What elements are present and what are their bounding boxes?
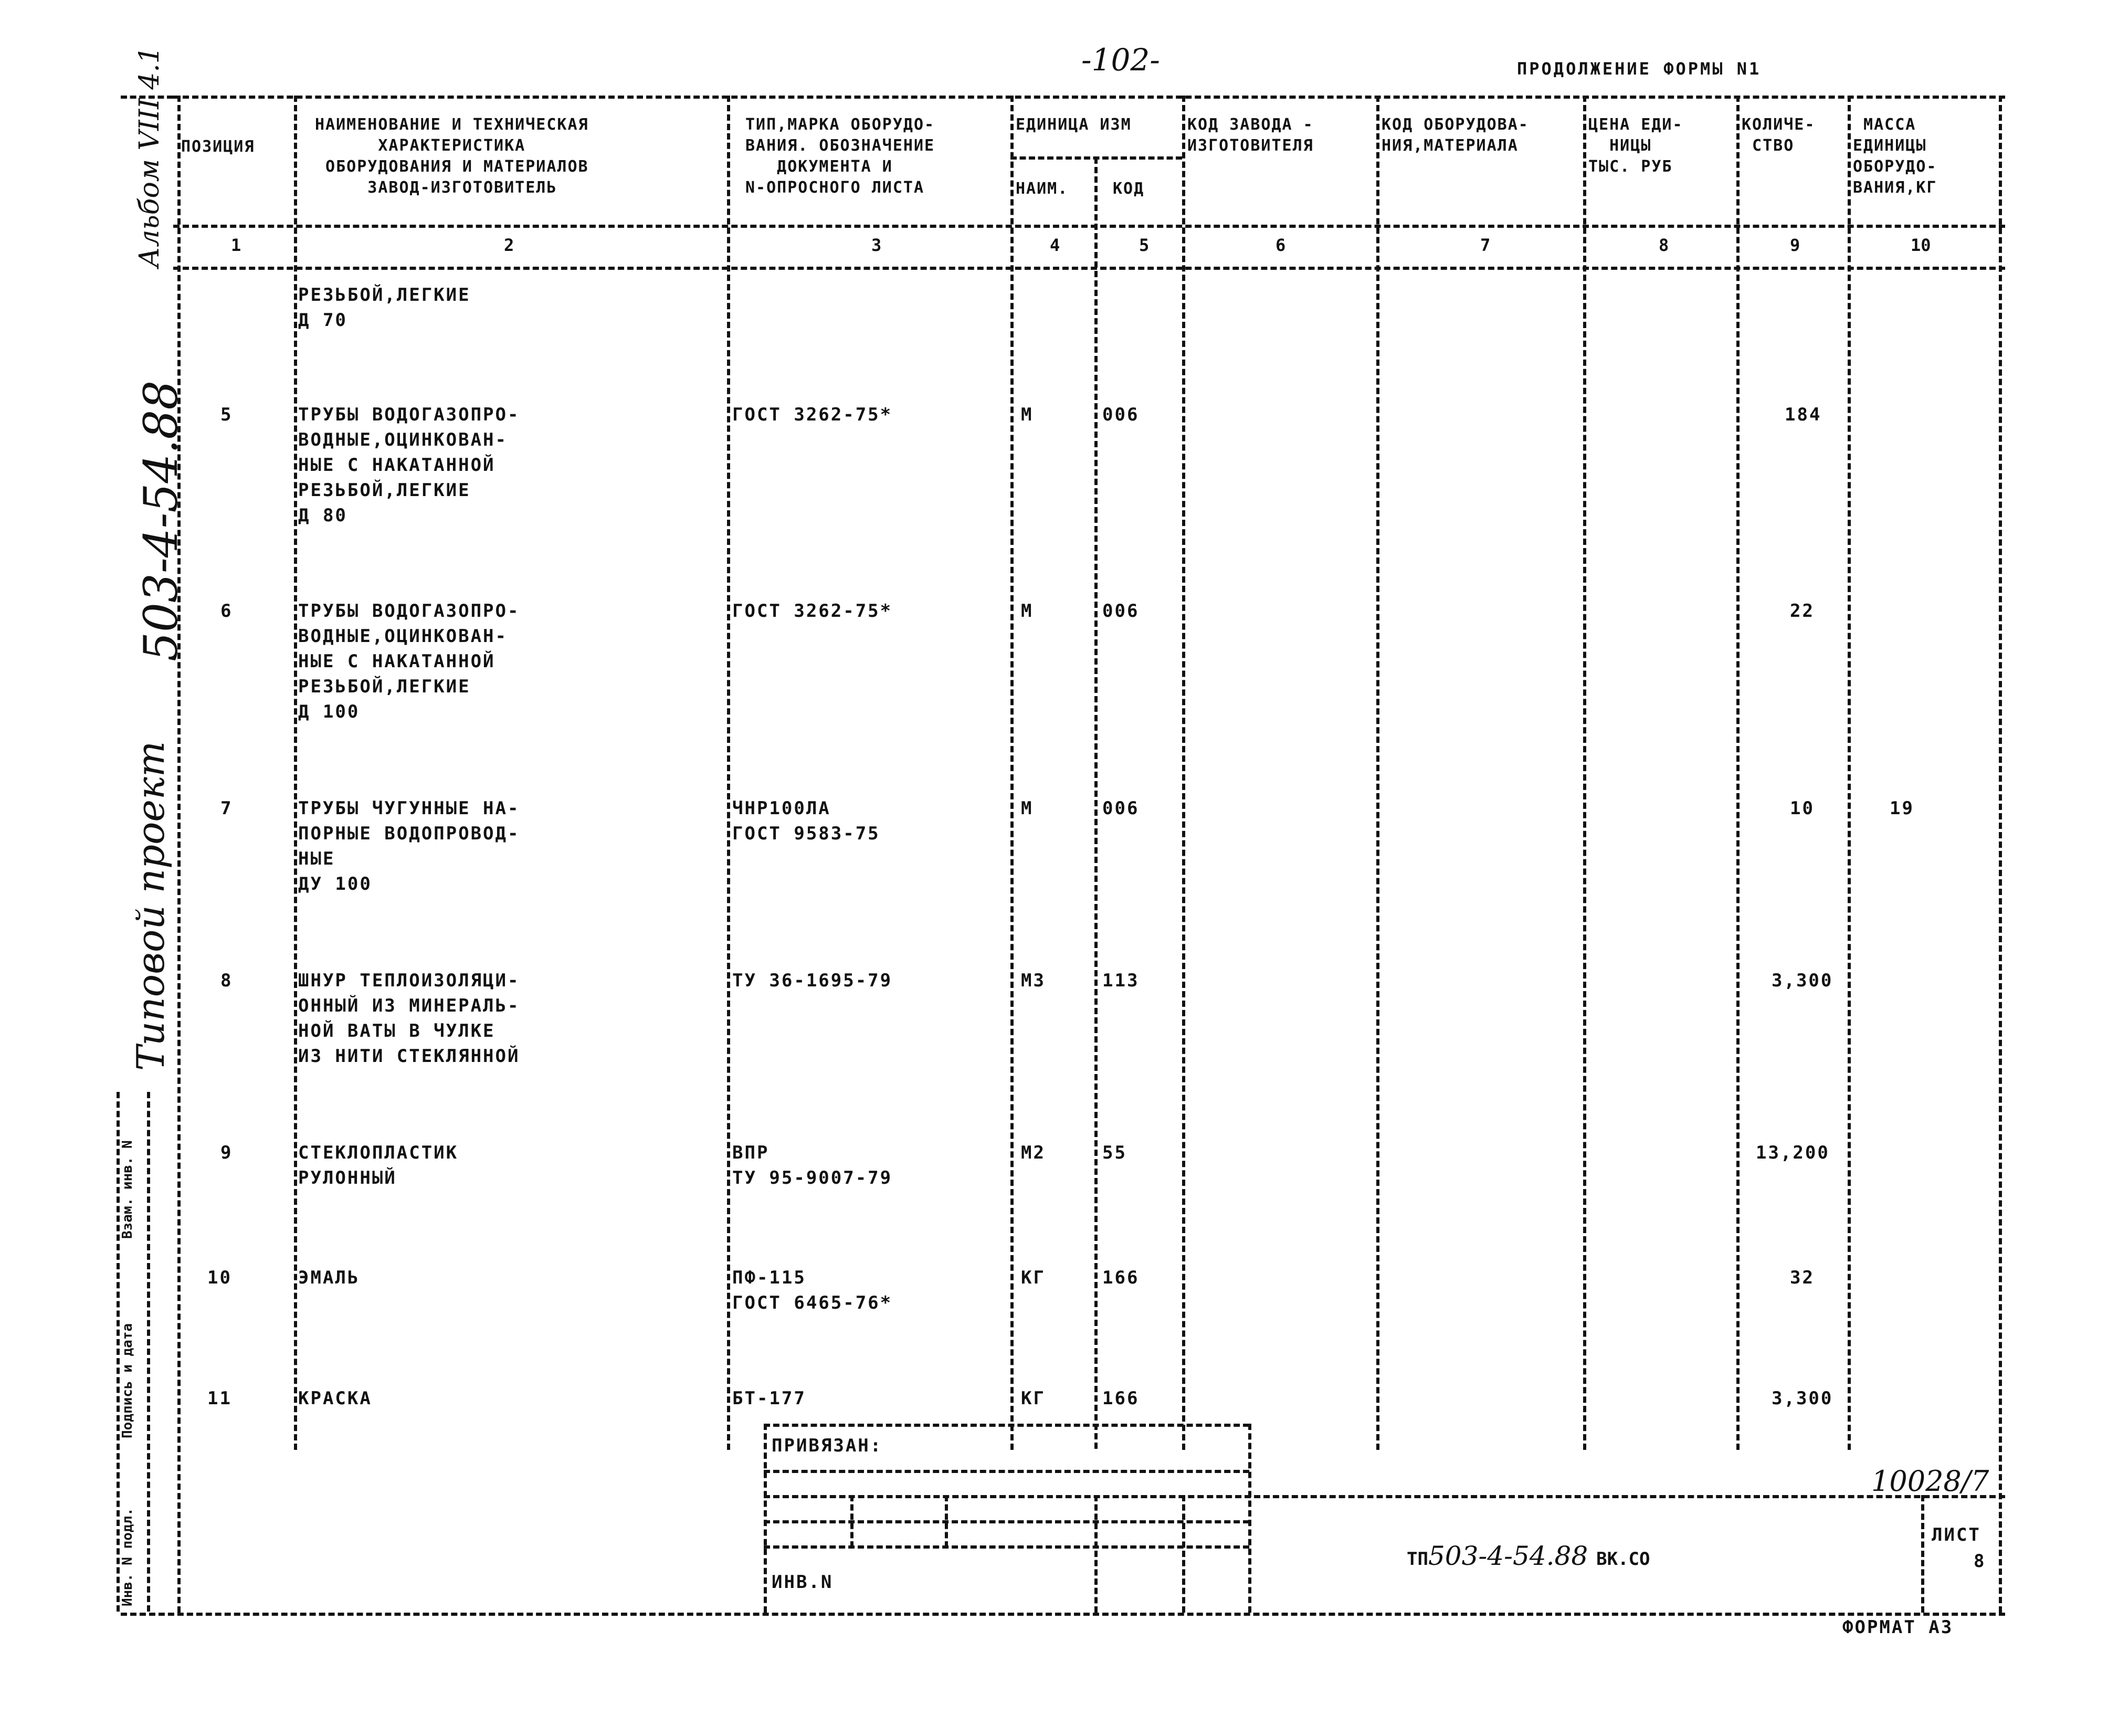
- row-11-code: 166: [1102, 1388, 1140, 1409]
- header-type: ТИП,МАРКА ОБОРУДО- ВАНИЯ. ОБОЗНАЧЕНИЕ ДОКУМЕНТА И N-ОПРОСНОГО ЛИСТА: [745, 115, 935, 197]
- frame-top-line: [173, 96, 2005, 99]
- stamp-designation-code: 503-4-54.88: [1428, 1541, 1588, 1571]
- column-number-10: 10: [1911, 235, 1931, 255]
- row-10-quantity: 32: [1790, 1267, 1815, 1288]
- col-divider-left: [177, 96, 181, 1613]
- format-label: ФОРМАТ А3: [1842, 1617, 1954, 1638]
- col-divider-1-2: [294, 96, 297, 1450]
- row-5-unit: М: [1021, 404, 1034, 425]
- stamp-designation: [1407, 1541, 1650, 1571]
- column-number-6: 6: [1276, 235, 1286, 255]
- row-7-type: ЧНР100ЛА ГОСТ 9583-75: [732, 798, 880, 844]
- stamp-inv-number: ИНВ.N: [772, 1572, 834, 1593]
- col-divider-2-3: [727, 96, 730, 1450]
- row-5-quantity: 184: [1785, 404, 1822, 425]
- column-number-5: 5: [1139, 235, 1150, 255]
- stamp-top-line: [764, 1424, 1249, 1427]
- stamp-left-line: [764, 1424, 767, 1613]
- stamp-col-e: [1248, 1424, 1251, 1613]
- row-9-unit: М2: [1021, 1142, 1046, 1163]
- row-8-quantity: 3,300: [1772, 970, 1833, 991]
- row-5-type: ГОСТ 3262-75*: [732, 404, 893, 425]
- podpis-data-label: Подпись и дата: [120, 1323, 135, 1438]
- row-11-name: КРАСКА: [298, 1388, 372, 1409]
- column-number-2: 2: [504, 235, 514, 255]
- stamp-col-c: [1094, 1495, 1098, 1613]
- stamp-line-2: [764, 1470, 1249, 1473]
- row-5-position: 5: [220, 404, 233, 425]
- row-6-position: 6: [220, 601, 233, 622]
- side-strip-mid-line: [147, 1092, 150, 1612]
- row-6-name: ТРУБЫ ВОДОГАЗОПРО- ВОДНЫЕ,ОЦИНКОВАН- НЫЕ С НАКАТАННОЙ РЕЗЬБОЙ,ЛЕГКИЕ Д 100: [298, 601, 520, 722]
- header-unit-code: КОД: [1113, 180, 1145, 198]
- row-11-position: 11: [207, 1388, 232, 1409]
- row-9-code: 55: [1102, 1142, 1127, 1163]
- row-11-unit: КГ: [1021, 1388, 1046, 1409]
- column-number-3: 3: [871, 235, 882, 255]
- stamp-col-b: [945, 1495, 948, 1548]
- row-10-name: ЭМАЛЬ: [298, 1267, 360, 1288]
- stamp-doc-number: 10028/7: [1871, 1465, 1989, 1498]
- numbers-bottom-line: [173, 267, 2005, 270]
- col-divider-3-4: [1010, 96, 1014, 1450]
- stamp-line-5: [764, 1545, 1249, 1549]
- inv-podl-label: Инв. N подл.: [120, 1508, 135, 1606]
- header-equipment-code: КОД ОБОРУДОВА- НИЯ,МАТЕРИАЛА: [1382, 115, 1529, 155]
- row-7-position: 7: [220, 798, 233, 819]
- row-6-unit: М: [1021, 601, 1034, 622]
- row-10-code: 166: [1102, 1267, 1140, 1288]
- row-9-type: ВПР ТУ 95-9007-79: [732, 1142, 893, 1188]
- row-8-unit: М3: [1021, 970, 1046, 991]
- frame-bottom-line: [121, 1613, 2005, 1616]
- header-position: ПОЗИЦИЯ: [181, 138, 255, 156]
- row-7-quantity: 10: [1790, 798, 1815, 819]
- row-6-quantity: 22: [1790, 601, 1815, 622]
- header-bottom-line: [173, 225, 2005, 228]
- row-8-name: ШНУР ТЕПЛОИЗОЛЯЦИ- ОННЫЙ ИЗ МИНЕРАЛЬ- НОЙ ВАТЫ В ЧУЛКЕ ИЗ НИТИ СТЕКЛЯННОЙ: [298, 970, 520, 1067]
- header-quantity: КОЛИЧЕ- СТВО: [1742, 115, 1816, 155]
- row-5-name: ТРУБЫ ВОДОГАЗОПРО- ВОДНЫЕ,ОЦИНКОВАН- НЫЕ С НАКАТАННОЙ РЕЗЬБОЙ,ЛЕГКИЕ Д 80: [298, 404, 520, 526]
- row-10-type: ПФ-115 ГОСТ 6465-76*: [732, 1267, 893, 1313]
- row-8-position: 8: [220, 970, 233, 991]
- row-9-position: 9: [220, 1142, 233, 1163]
- row-8-code: 113: [1102, 970, 1140, 991]
- col-divider-5-6: [1182, 96, 1185, 1450]
- header-unit-name: НАИМ.: [1016, 180, 1069, 198]
- col-divider-7-8: [1583, 96, 1586, 1450]
- header-unit-mass: МАССА ЕДИНИЦЫ ОБОРУДО- ВАНИЯ,КГ: [1853, 115, 1937, 197]
- stamp-designation-suffix: ВК.СО: [1596, 1549, 1650, 1570]
- stamp-line-4: [764, 1520, 1249, 1523]
- column-number-4: 4: [1050, 235, 1060, 255]
- stamp-designation-prefix: ТП: [1407, 1549, 1428, 1570]
- stamp-col-d: [1182, 1495, 1185, 1613]
- project-code-label: 503-4-54.88: [134, 380, 188, 661]
- row-7-code: 006: [1102, 798, 1140, 819]
- album-label: Альбом VIII 4.1: [134, 46, 165, 268]
- row-7-mass: 19: [1890, 798, 1914, 819]
- row-9-quantity: 13,200: [1756, 1142, 1830, 1163]
- row-5-code: 006: [1102, 404, 1140, 425]
- stamp-line-3: [764, 1495, 2005, 1498]
- header-unit: ЕДИНИЦА ИЗМ: [1016, 115, 1132, 134]
- row-11-quantity: 3,300: [1772, 1388, 1833, 1409]
- row-10-unit: КГ: [1021, 1267, 1046, 1288]
- stamp-sheet-number: 8: [1974, 1551, 1986, 1572]
- header-name: НАИМЕНОВАНИЕ И ТЕХНИЧЕСКАЯ ХАРАКТЕРИСТИКА ОБОРУДОВАНИЯ И МАТЕРИАЛОВ ЗАВОД-ИЗГОТОВИТЕЛЬ: [315, 115, 589, 197]
- header-plant-code: КОД ЗАВОДА - ИЗГОТОВИТЕЛЯ: [1187, 115, 1314, 155]
- column-number-7: 7: [1480, 235, 1491, 255]
- row-10-position: 10: [207, 1267, 232, 1288]
- col-divider-9-10: [1848, 96, 1851, 1450]
- row-7-name: ТРУБЫ ЧУГУННЫЕ НА- ПОРНЫЕ ВОДОПРОВОД- НЫЕ ДУ 100: [298, 798, 520, 895]
- col-divider-8-9: [1736, 96, 1740, 1450]
- column-number-8: 8: [1659, 235, 1669, 255]
- row-7-unit: М: [1021, 798, 1034, 819]
- stamp-col-a: [850, 1495, 853, 1548]
- row-6-type: ГОСТ 3262-75*: [732, 601, 893, 622]
- continuation-title: ПРОДОЛЖЕНИЕ ФОРМЫ N1: [1517, 59, 1762, 79]
- col-divider-4-5: [1094, 157, 1098, 1449]
- column-number-1: 1: [231, 235, 241, 255]
- row-8-type: ТУ 36-1695-79: [732, 970, 893, 991]
- row-0-name: РЕЗЬБОЙ,ЛЕГКИЕ Д 70: [298, 285, 471, 331]
- row-6-code: 006: [1102, 601, 1140, 622]
- column-number-9: 9: [1790, 235, 1800, 255]
- vzam-inv-label: Взам. инв. N: [120, 1140, 135, 1239]
- stamp-privyazan: ПРИВЯЗАН:: [772, 1435, 883, 1456]
- typical-project-label: Типовой проект: [129, 741, 173, 1071]
- page-number: -102-: [1081, 42, 1160, 78]
- stamp-sheet-line: [1921, 1495, 1924, 1613]
- col-divider-6-7: [1376, 96, 1379, 1450]
- header-unit-price: ЦЕНА ЕДИ- НИЦЫ ТЫС. РУБ: [1588, 115, 1683, 176]
- stamp-sheet-label: ЛИСТ: [1932, 1524, 1981, 1545]
- row-9-name: СТЕКЛОПЛАСТИК РУЛОННЫЙ: [298, 1142, 459, 1188]
- unit-subheader-line: [1010, 156, 1182, 160]
- col-divider-right: [1999, 96, 2002, 1613]
- row-11-type: БТ-177: [732, 1388, 806, 1409]
